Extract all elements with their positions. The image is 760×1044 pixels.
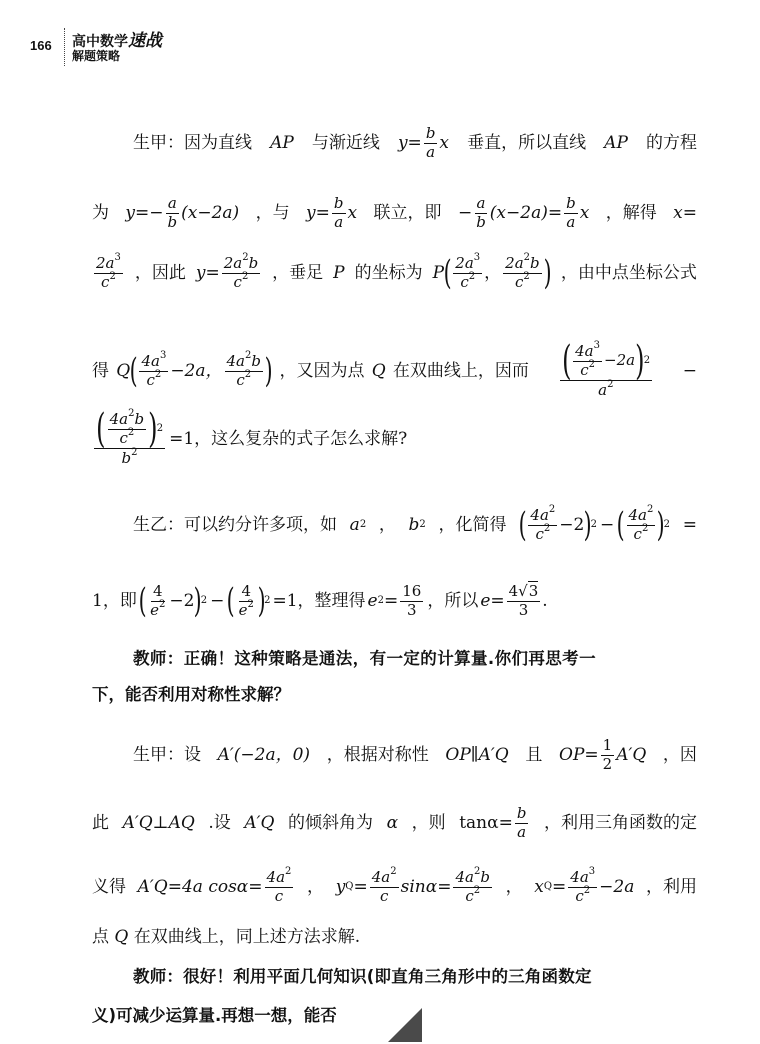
- fraction: $\frac{1}{2}$: [602, 736, 613, 773]
- big-fraction: ( $4a^3$ $c^2$ −2a ) 2 $a^2$: [538, 344, 673, 398]
- big-fraction: ( $4a^2b$ $c^2$ ) 2 $b^2$: [94, 412, 165, 466]
- fraction: $\frac{b}{a}$: [516, 804, 527, 841]
- text-line-10: 生甲：设 A′(−2a，0) ，根据对称性 OP∥A′Q 且 OP= $\frac{1}{2}$ A′Q ，因: [133, 736, 697, 773]
- fraction: $\frac{4a^2}{c}$: [266, 866, 292, 905]
- text-line-7: 1，即 ( 4 $e^2$ −2 ) 2 − ( 4 $e^2$ ) 2 =1，整理得 e 2 = $\frac{16}{3}$ ，所以 e= $\frac{4√3}{3}$ .: [92, 580, 548, 621]
- book-subtitle: 解题策略: [72, 49, 121, 63]
- fraction: $\frac{b}{a}$: [333, 194, 344, 231]
- text-line-11: 此 A′Q⊥AQ .设 A′Q 的倾斜角为 α ，则 tanα= $\frac{b}{a}$ ，利用三角函数的定: [92, 804, 697, 841]
- fraction: $\frac{a}{b}$: [476, 194, 486, 231]
- fraction: 4 $e^2$: [238, 582, 254, 619]
- fraction: $2a^2b$ $c^2$: [505, 252, 540, 291]
- book-title-accent: 速战: [128, 31, 162, 51]
- header-divider: [64, 28, 65, 66]
- text-line-4: 得 Q ( $4a^3$ $c^2$ −2a， $4a^2b$ $c^2$ ) ，又因为点 Q 在双曲线上，因而 ( $4a^3$ $c^2$ −2a ) 2 $a^2$ −: [92, 338, 697, 399]
- text-line-3: $2a^3$ $c^2$ ，因此 y= $\frac{2a^2b}{c^2}$ ，垂足 P 的坐标为 P ( $2a^3$ $c^2$ ， $2a^2b$ $c^2$ ) ，由中点坐标公式: [96, 252, 697, 293]
- fraction: $\frac{4√3}{3}$: [508, 582, 539, 619]
- fraction: $\frac{16}{3}$: [402, 582, 422, 619]
- fraction: $4a^2$ $c^2$: [530, 504, 556, 543]
- fraction: $\frac{2a^2b}{c^2}$: [223, 252, 259, 291]
- fraction: $\frac{4a^3}{c^2}$: [570, 866, 596, 905]
- fraction: $4a^2b$ $c^2$: [226, 349, 261, 389]
- text-line-15: 义)可减少运算量.再想一想，能否: [92, 1006, 337, 1025]
- equation: ( $4a^2$ $c^2$ −2 ) 2 − ( $4a^2$ $c^2$ ) 2: [518, 504, 671, 545]
- fraction: $\frac{4a^2}{c}$: [371, 866, 397, 905]
- text-line-6: 生乙：可以约分许多项，如 a 2 ， b 2 ，化简得 ( $4a^2$ $c^2$ −2 ) 2 − ( $4a^2$ $c^2$ ) 2 =: [133, 504, 697, 545]
- equation: y=− $\frac{a}{b}$ (x−2a): [125, 194, 240, 231]
- fraction: $4a^2$ $c^2$: [628, 504, 654, 543]
- fraction: 4 $e^2$: [150, 582, 166, 619]
- fraction: $2a^3$ $c^2$: [96, 252, 121, 291]
- equation: − $\frac{a}{b}$ (x−2a)= $\frac{b}{a}$ x: [457, 194, 590, 231]
- page-number: 166: [30, 38, 52, 53]
- text-line-1: 生甲：因为直线 AP 与渐近线 y= $\frac{b}{a}$ x 垂直，所以直线 AP 的方程: [133, 124, 697, 161]
- text-line-12: 义得 A′Q=4a cosα= $\frac{4a^2}{c}$ ， y Q = $\frac{4a^2}{c}$ sinα= $\frac{4a^2b}{c^2}$ ， x Q = $\frac{4a^3}{c^2}$ −2a ，利用: [92, 866, 697, 905]
- equation: OP= $\frac{1}{2}$ A′Q: [559, 736, 647, 773]
- fraction: $2a^3$ $c^2$: [455, 252, 481, 291]
- page-curl-corner: [388, 1008, 422, 1042]
- fraction: $\frac{b}{a}$: [566, 194, 576, 231]
- text-line-5: ( $4a^2b$ $c^2$ ) 2 $b^2$ =1，这么复杂的式子怎么求解?: [92, 412, 407, 466]
- fraction: $4a^3$ $c^2$: [141, 349, 167, 389]
- fraction: $\frac{b}{a}$: [425, 124, 436, 161]
- fraction: $4a^2b$ $c^2$: [109, 408, 145, 447]
- text-line-8: 教师：正确！这种策略是通法，有一定的计算量.你们再思考一: [133, 649, 596, 668]
- text-line-14: 教师：很好！利用平面几何知识(即直角三角形中的三角函数定: [133, 967, 592, 986]
- equation: A′Q=4a cosα= $\frac{4a^2}{c}$: [137, 866, 292, 905]
- book-title-main: 高中数学: [72, 34, 128, 50]
- radicand: 3: [528, 582, 539, 600]
- equation: tanα= $\frac{b}{a}$: [459, 804, 527, 841]
- text-line-2: 为 y=− $\frac{a}{b}$ (x−2a) ，与 y= $\frac{b}{a}$ x 联立，即 − $\frac{a}{b}$ (x−2a)= $\frac{b}{a}$ x ，解得 x=: [92, 194, 697, 231]
- fraction: $\frac{a}{b}$: [167, 194, 178, 231]
- equation: ( 4 $e^2$ −2 ) 2 − ( 4 $e^2$ ) 2: [138, 580, 271, 621]
- equation: y Q = $\frac{4a^2}{c}$ sinα= $\frac{4a^2b}{c^2}$: [335, 866, 490, 905]
- text-line-13: 点 Q 在双曲线上，同上述方法求解.: [92, 927, 361, 947]
- coordinate: P ( $2a^3$ $c^2$ ， $2a^2b$ $c^2$ ): [432, 252, 552, 293]
- fraction: $\frac{4a^2b}{c^2}$: [455, 866, 490, 905]
- equation: x Q = $\frac{4a^3}{c^2}$ −2a: [534, 866, 635, 905]
- equation: y= $\frac{b}{a}$ x: [306, 194, 358, 231]
- equation: y= $\frac{b}{a}$ x: [397, 124, 450, 161]
- fraction: $4a^3$ $c^2$: [575, 340, 601, 379]
- coordinate: Q ( $4a^3$ $c^2$ −2a， $4a^2b$ $c^2$ ): [116, 349, 273, 391]
- text-line-9: 下，能否利用对称性求解？: [92, 685, 290, 704]
- equation: y= $\frac{2a^2b}{c^2}$: [195, 252, 259, 291]
